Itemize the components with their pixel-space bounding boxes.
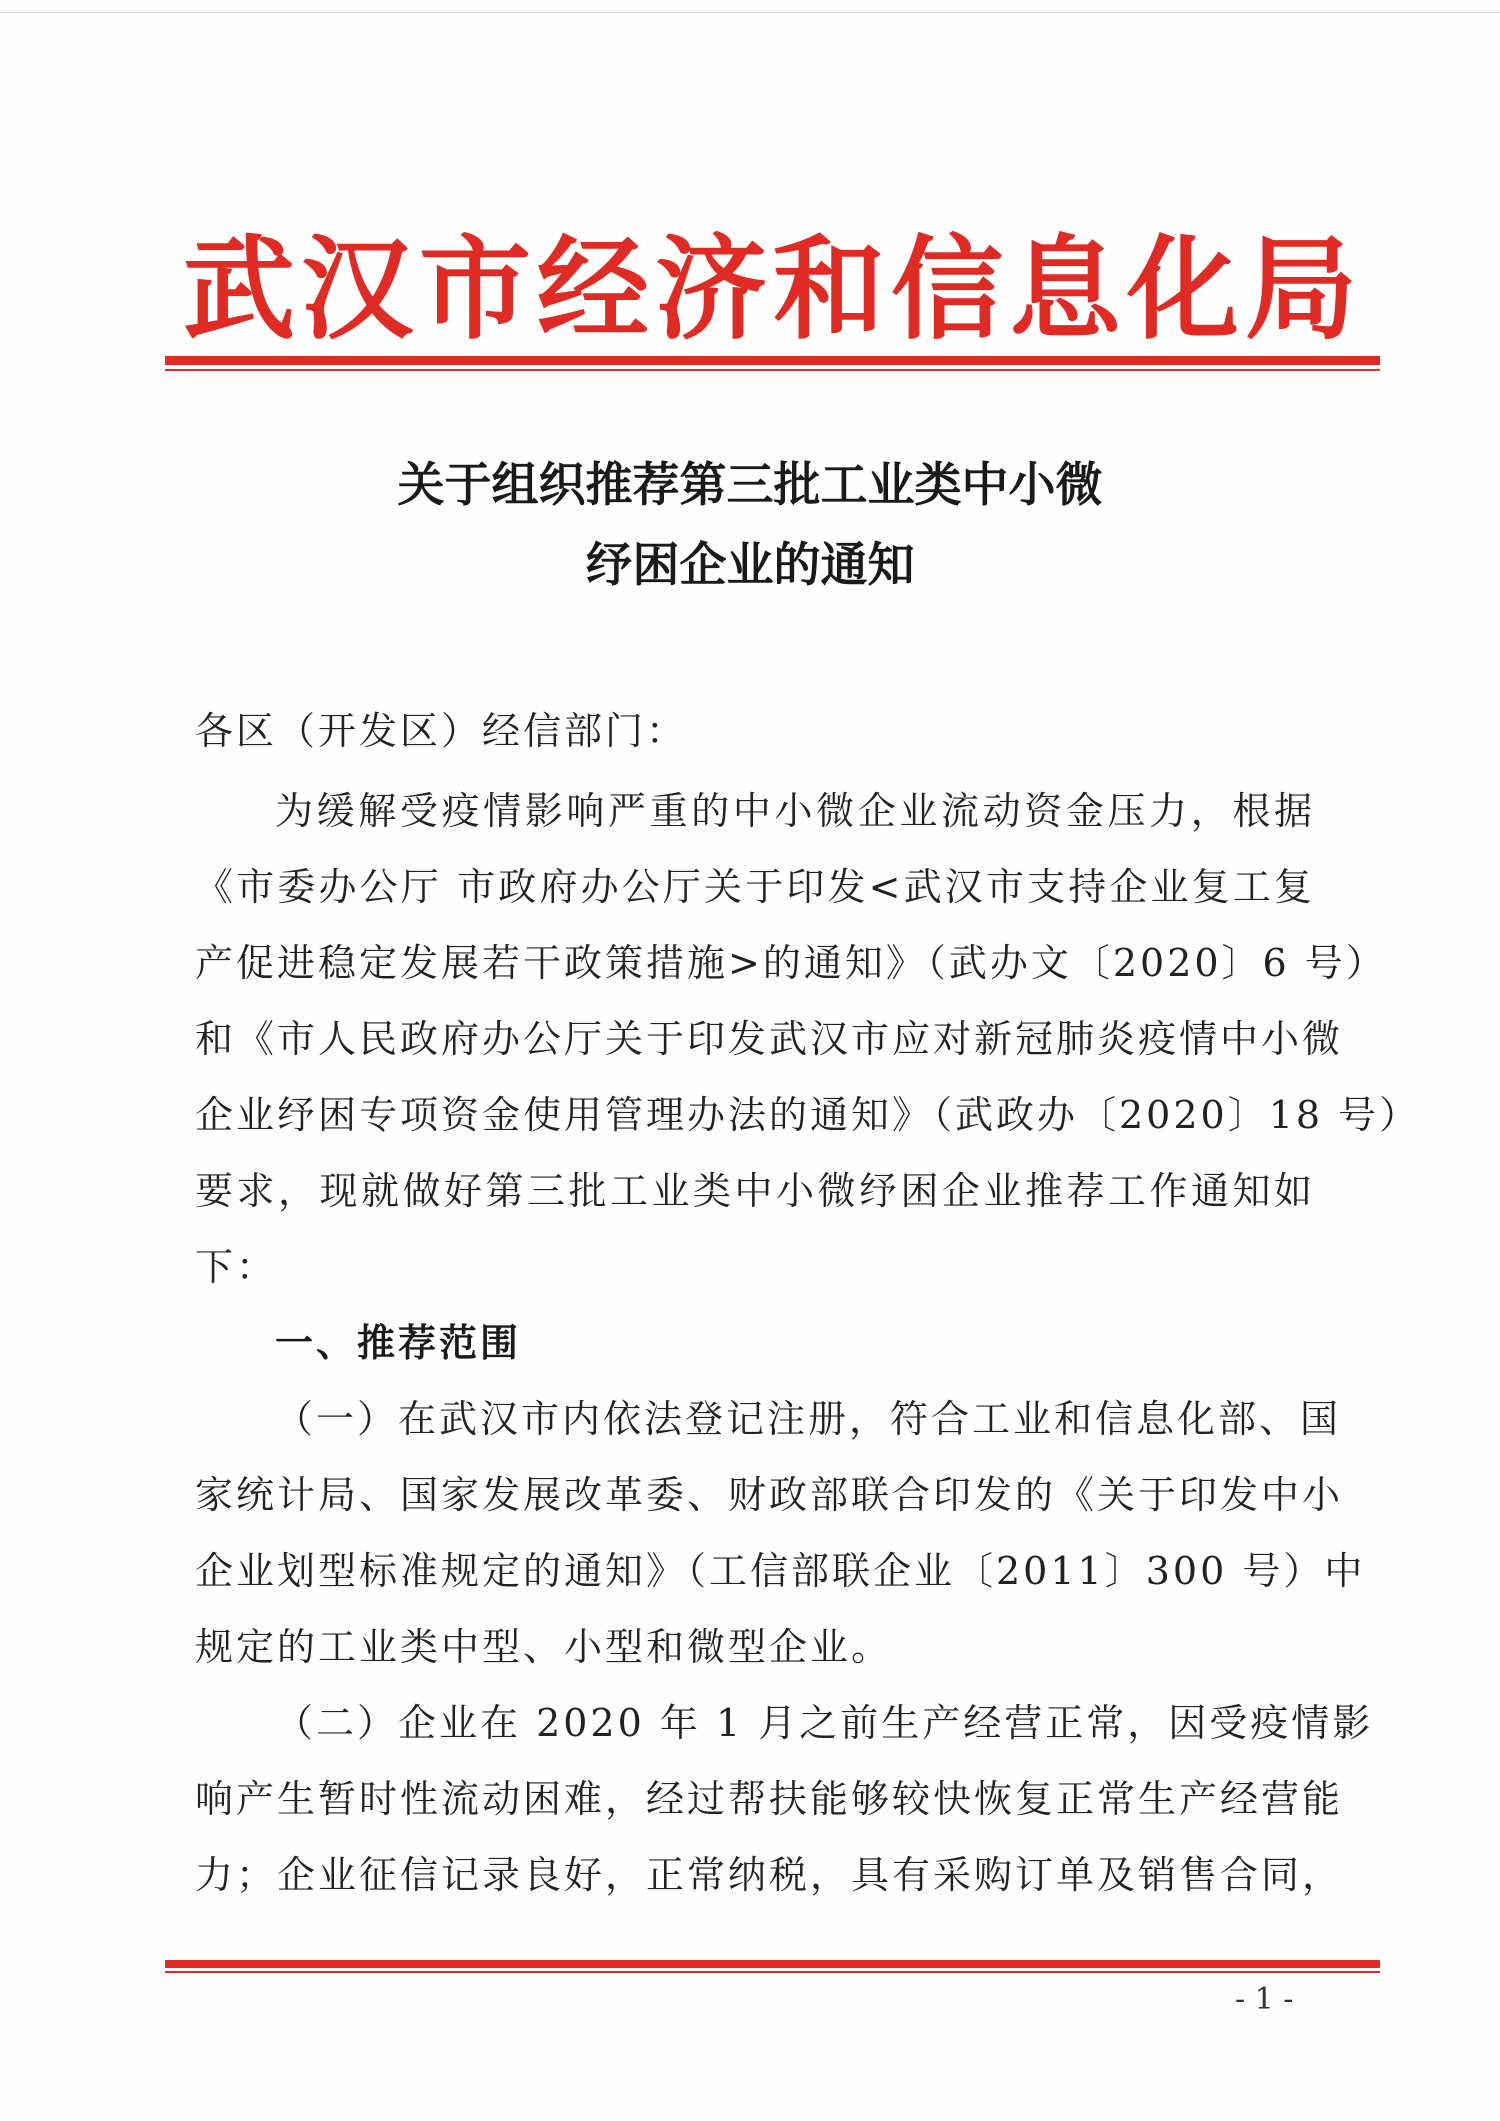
agency-header-char: 息: [1009, 225, 1121, 355]
paragraph-line: 家统计局、国家发展改革委、财政部联合印发的《关于印发中小: [195, 1473, 1344, 1517]
page-number: - 1 -: [1235, 1982, 1294, 2017]
agency-header-char: 局: [1245, 225, 1357, 355]
paragraph-line: 响产生暂时性流动困难，经过帮扶能够较快恢复正常生产经营能: [195, 1777, 1344, 1821]
paragraph-line: 为缓解受疫情影响严重的中小微企业流动资金压力，根据: [275, 789, 1315, 833]
document-title-line-1: 关于组织推荐第三批工业类中小微: [397, 458, 1103, 513]
paragraph-line: 产促进稳定发展若干政策措施>的通知》（武办文〔2020〕6 号）: [195, 941, 1387, 985]
paragraph-line: 企业划型标准规定的通知》（工信部联企业〔2011〕300 号）中: [195, 1549, 1366, 1593]
document-title-line-2: 纾困企业的通知: [585, 538, 915, 593]
paragraph-line: 下：: [195, 1245, 278, 1289]
agency-header: [180, 225, 1360, 355]
paragraph-line: 企业纾困专项资金使用管理办法的通知》（武政办〔2020〕18 号）: [195, 1093, 1421, 1137]
header-red-rule: [165, 356, 1380, 365]
paragraph-line: （二）企业在 2020 年 1 月之前生产经营正常，因受疫情影: [275, 1701, 1374, 1745]
agency-header-char: 化: [1127, 225, 1239, 355]
paragraph-line: 力；企业征信记录良好，正常纳税，具有采购订单及销售合同，: [195, 1853, 1344, 1897]
agency-header-char: 市: [419, 225, 531, 355]
agency-header-char: 和: [773, 225, 885, 355]
scan-edge-line: [0, 12, 1500, 13]
agency-header-char: 济: [655, 225, 767, 355]
agency-header-char: 信: [891, 225, 1003, 355]
paragraph-line: （一）在武汉市内依法登记注册，符合工业和信息化部、国: [275, 1397, 1342, 1441]
section-heading: 一、推荐范围: [275, 1321, 522, 1365]
salutation: 各区（开发区）经信部门：: [195, 709, 688, 753]
paragraph-line: 和《市人民政府办公厅关于印发武汉市应对新冠肺炎疫情中小微: [195, 1017, 1344, 1061]
paragraph-line: 《市委办公厅 市政府办公厅关于印发<武汉市支持企业复工复: [195, 865, 1315, 909]
agency-header-char: 武: [183, 225, 295, 355]
header-red-rule-thin: [165, 369, 1380, 371]
footer-red-rule-thin: [165, 1971, 1380, 1973]
paragraph-line: 要求，现就做好第三批工业类中小微纾困企业推荐工作通知如: [195, 1169, 1315, 1213]
paragraph-line: 规定的工业类中型、小型和微型企业。: [195, 1625, 893, 1669]
agency-header-char: 经: [537, 225, 649, 355]
agency-header-char: 汉: [301, 225, 413, 355]
footer-red-rule: [165, 1960, 1380, 1968]
